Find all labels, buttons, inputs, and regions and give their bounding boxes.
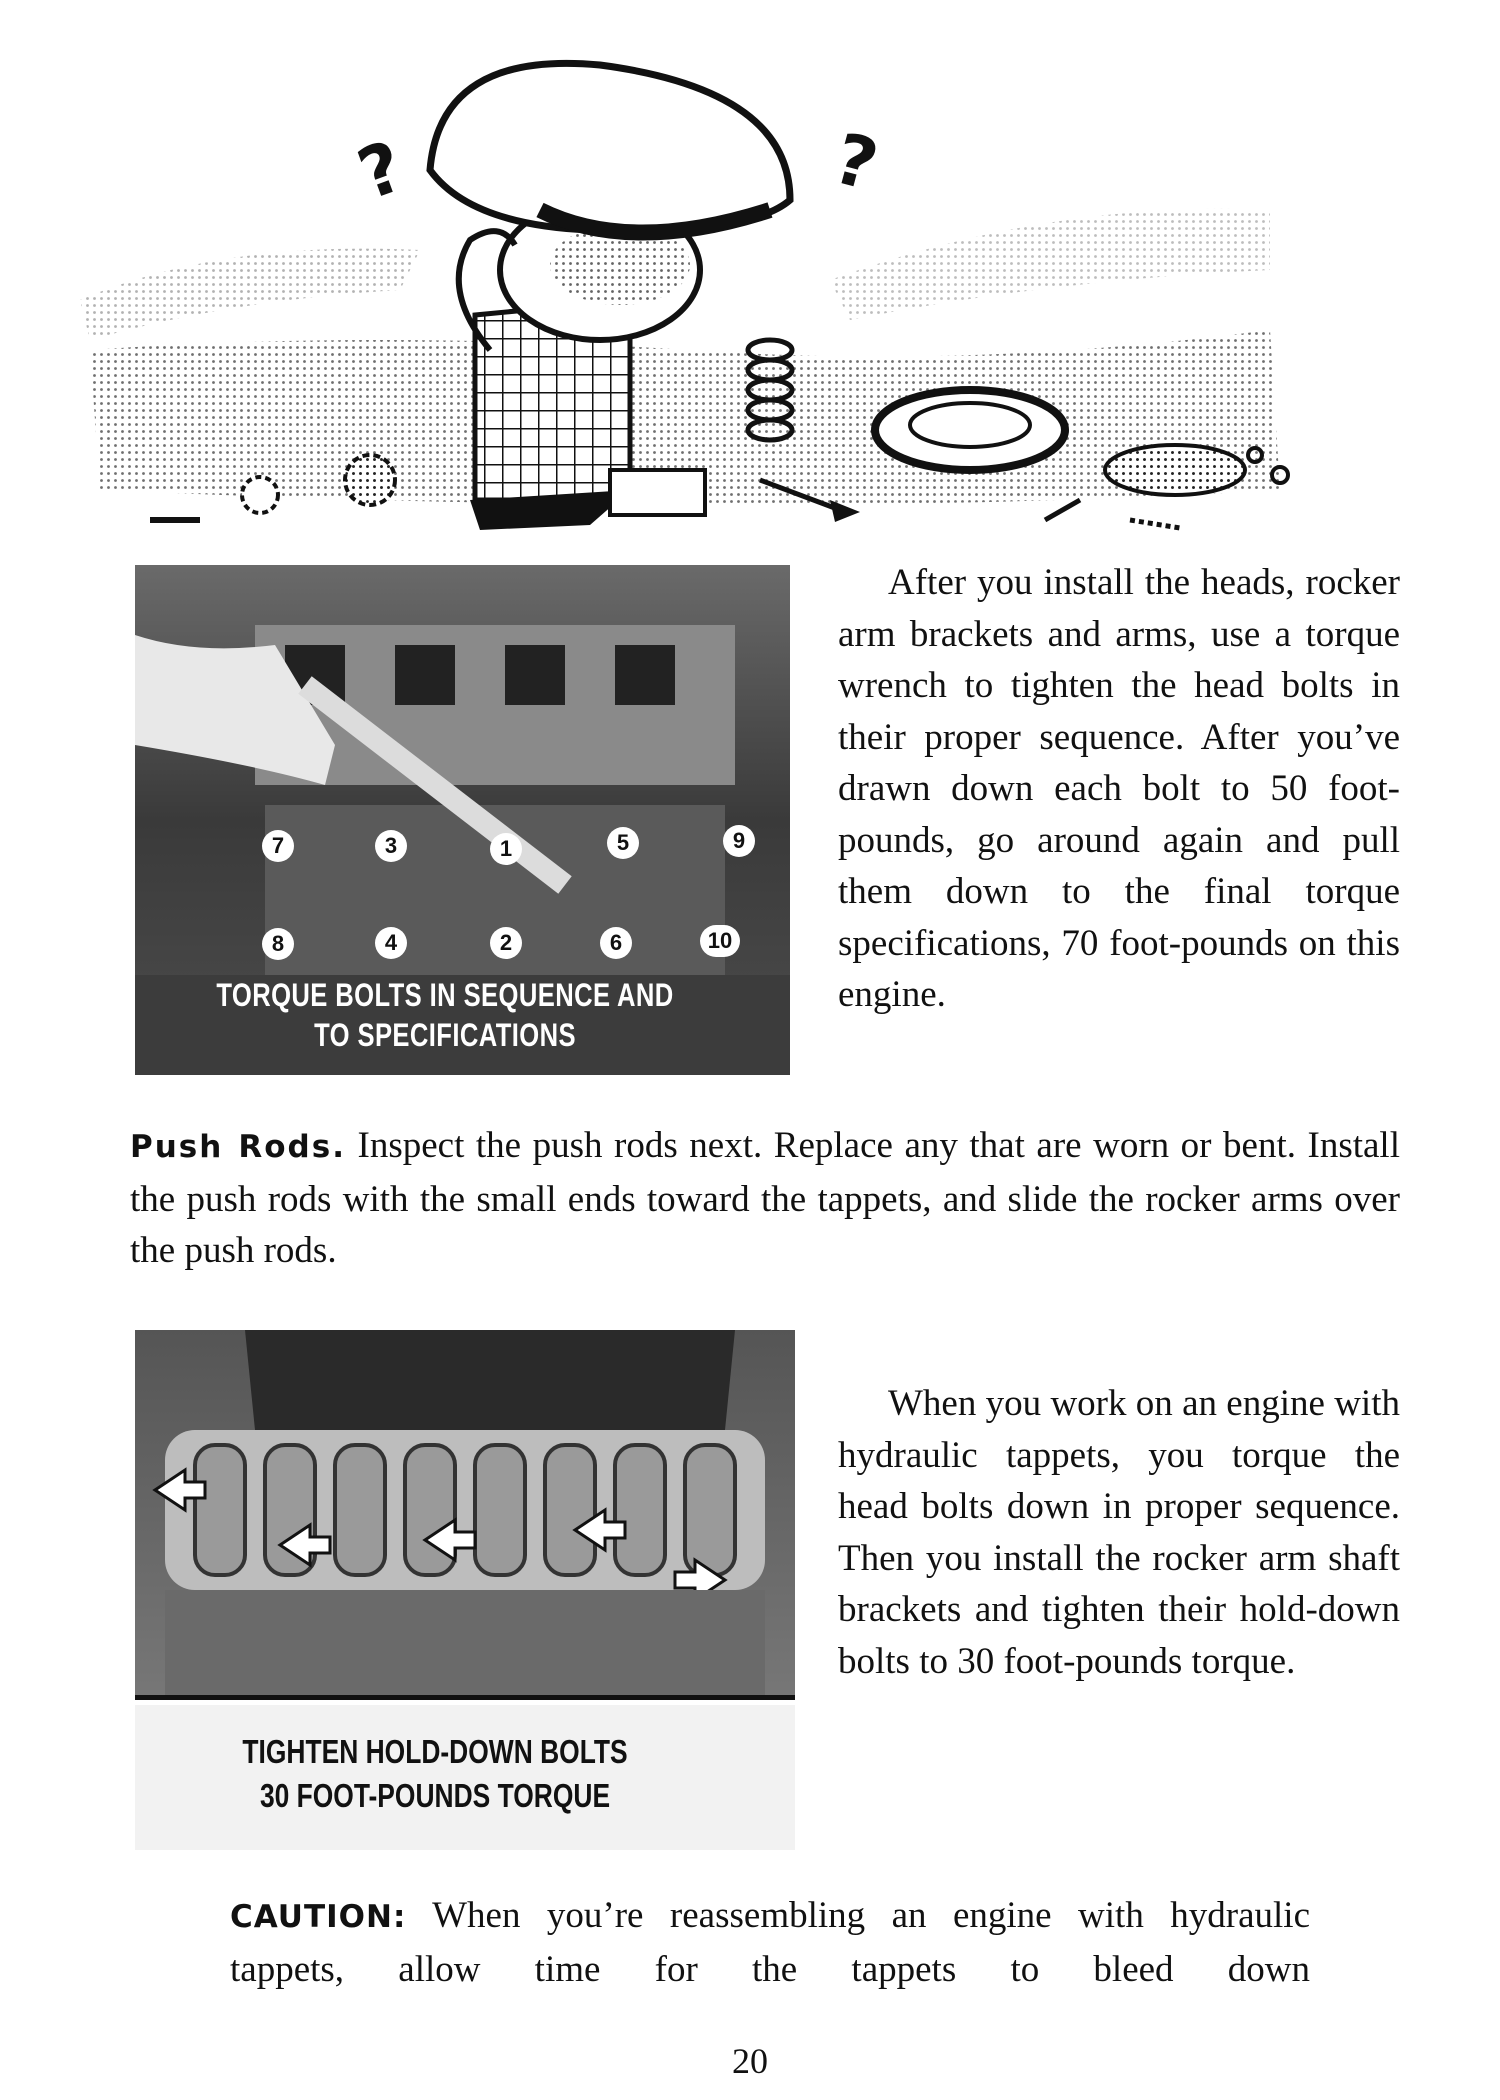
svg-text:?: ? [347, 125, 414, 216]
photo-caption-line1: TIGHTEN HOLD-DOWN BOLTS [242, 1733, 628, 1770]
bolt-sequence-label-10: 10 [700, 925, 740, 957]
bolt-sequence-label-3: 3 [375, 830, 407, 862]
bolt-sequence-label-1: 1 [490, 833, 522, 865]
photo-caption: TORQUE BOLTS IN SEQUENCE AND TO SPECIFICATIONS [216, 977, 674, 1053]
svg-text:?: ? [825, 117, 887, 207]
photo-caption-line2: 30 FOOT-POUNDS TORQUE [259, 1777, 611, 1814]
caution-text: When you’re reassembling an engine with hydraulic tappets, allow time for the tappets to bleed down [230, 1895, 1310, 1990]
bolt-sequence-label-6: 6 [600, 927, 632, 959]
bolt-sequence-label-7: 7 [262, 830, 294, 862]
push-rods-heading: Push Rods. [130, 1129, 346, 1165]
cartoon-mechanic-illustration [70, 50, 1300, 545]
hydraulic-tappets-paragraph: When you work on an engine with hydraulic tappets, you torque the head bolts down in proper sequence. Then you install the rocker arm shaft brackets and tighten their hold-down bolts to 30 foot-pounds torque. [838, 1383, 1400, 1682]
caution-paragraph [230, 1890, 1310, 1995]
engine-head-bolts-photo [135, 565, 790, 1075]
bolt-sequence-label-9: 9 [723, 825, 755, 857]
page-number: 20 [732, 2041, 768, 2081]
push-rods-paragraph [130, 1120, 1400, 1277]
bolt-sequence-label-2: 2 [490, 927, 522, 959]
bolt-sequence-label-8: 8 [262, 928, 294, 960]
heads-torque-paragraph: After you install the heads, rocker arm brackets and arms, use a torque wrench to tighten the head bolts in their proper sequence. After you’ve drawn down each bolt to 50 foot-pounds, go around again and pull them down to the final torque specifications, 70 foot-pounds on this engine. [838, 562, 1400, 1015]
push-rods-text: Inspect the push rods next. Replace any that are worn or bent. Install the push rods with the small ends toward the tappets, and slide the rocker arms over the push rods. [130, 1125, 1400, 1271]
bolt-sequence-label-5: 5 [607, 827, 639, 859]
rocker-arm-photo [135, 1330, 795, 1850]
caution-heading: CAUTION: [230, 1899, 407, 1935]
bolt-sequence-label-4: 4 [375, 927, 407, 959]
